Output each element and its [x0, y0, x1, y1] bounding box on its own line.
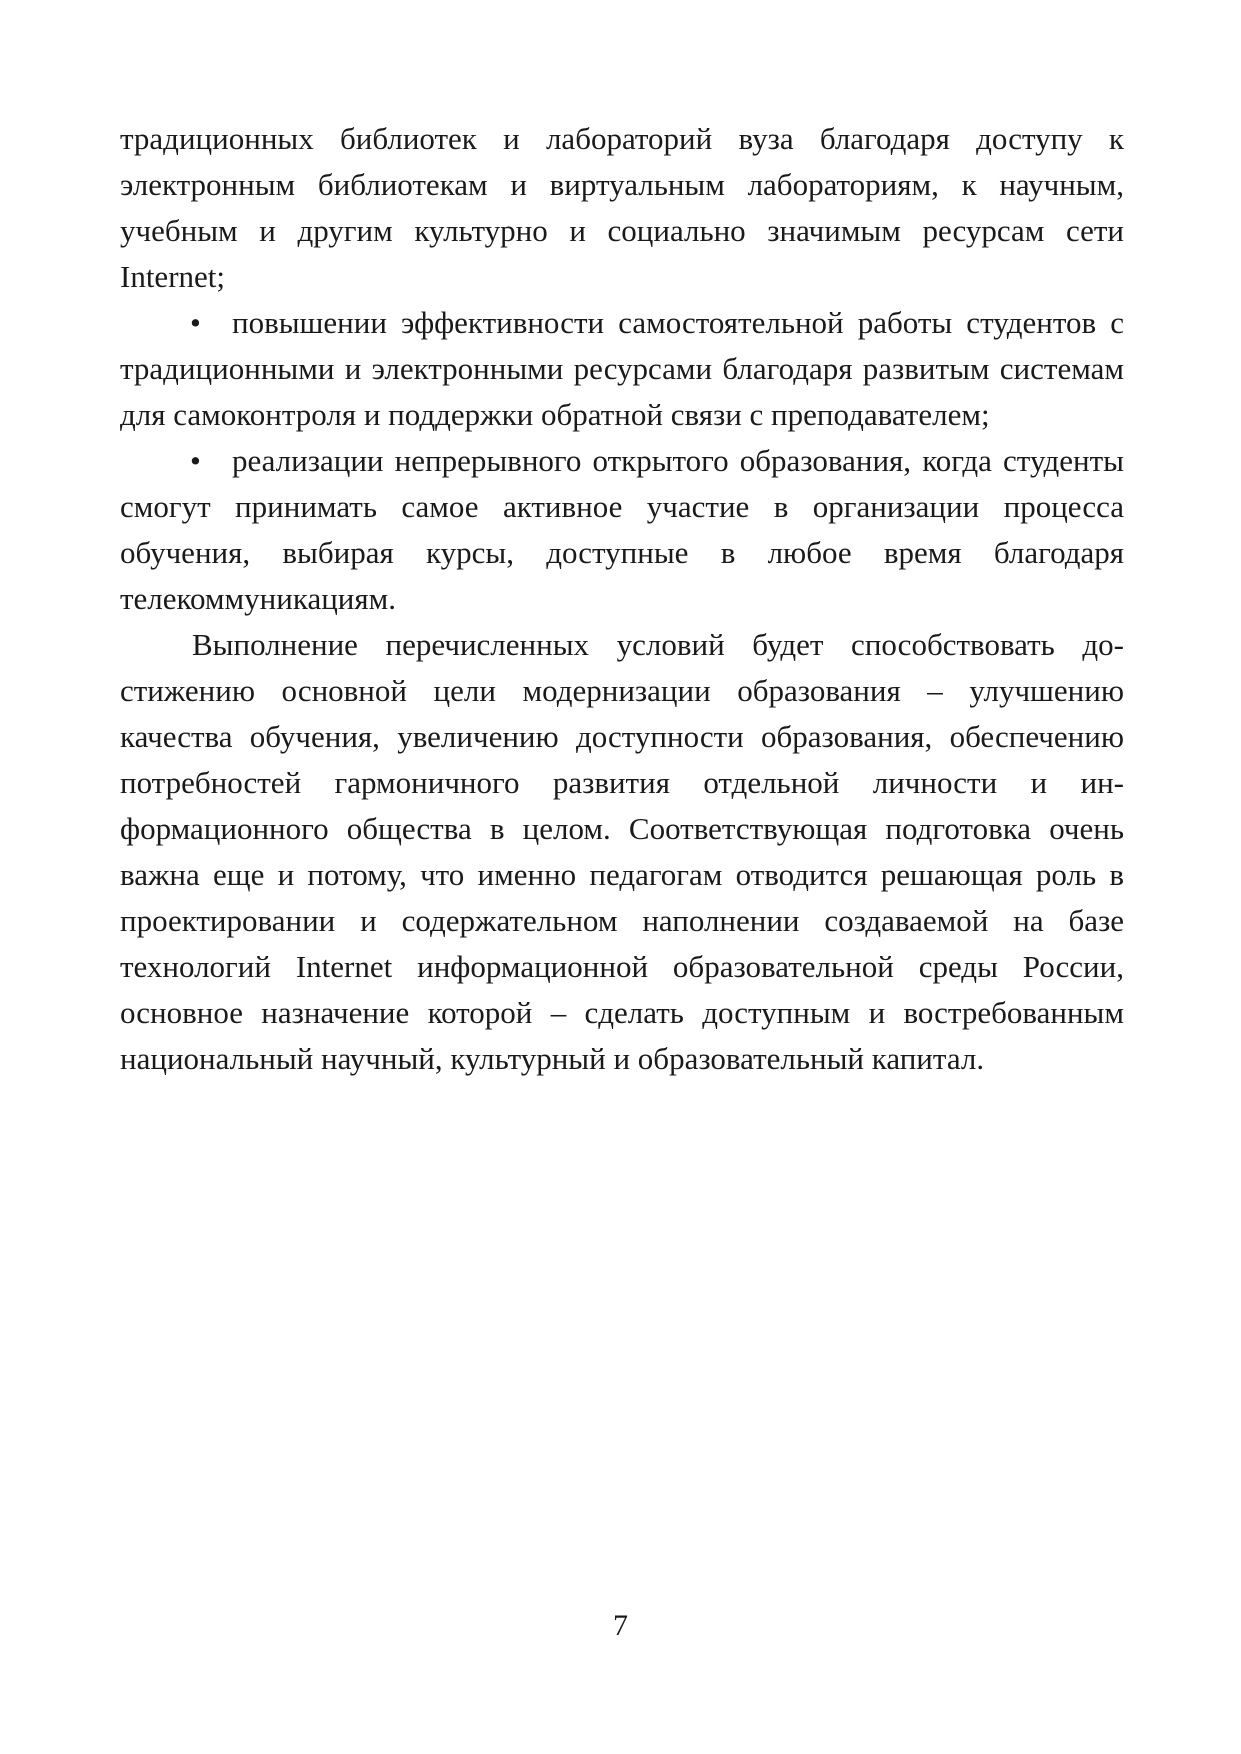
paragraph-continuation: традиционных библиотек и лабораторий вуза благодаря доступу к электронным библиотекам и виртуальным лабораториям, к научным, учебным и другим культурно и социально значимым ресурсам сети Internet;	[120, 121, 1124, 294]
bullet-icon: •	[190, 305, 201, 340]
bullet-item-open-education	[120, 438, 1124, 622]
bullet-icon: •	[190, 443, 201, 478]
bullet-item-self-study	[120, 300, 1124, 438]
bullet-text: реализации непрерывного открытого образования, когда студенты смогут принимать самое активное участие в организации процесса обучения, выбирая курсы, доступные в любое время благодаря телекоммуникациям.	[120, 443, 1124, 616]
page-number: 7	[613, 1609, 628, 1642]
paragraph-conclusion: Выполнение перечисленных условий будет способствовать достижению основной цели модернизации образования – улучшению качества обучения, увеличению доступности образования, обеспечению потребностей гармоничного развития отдельной личности и информационного общества в целом. Соответствующая подготовка очень важна еще и потому, что именно педагогам отводится решающая роль в проектировании и содержательном наполнении создаваемой на базе технологий Internet информационной образовательной среды России, основное назначение которой – сделать доступным и востребованным национальный научный, культурный и образовательный капитал.	[120, 627, 1124, 1076]
bullet-text: повышении эффективности самостоятельной работы студентов с традиционными и электронными ресурсами благодаря развитым системам для самоконтроля и поддержки обратной связи с преподавателем;	[120, 305, 1124, 432]
page-body	[120, 116, 1124, 1082]
